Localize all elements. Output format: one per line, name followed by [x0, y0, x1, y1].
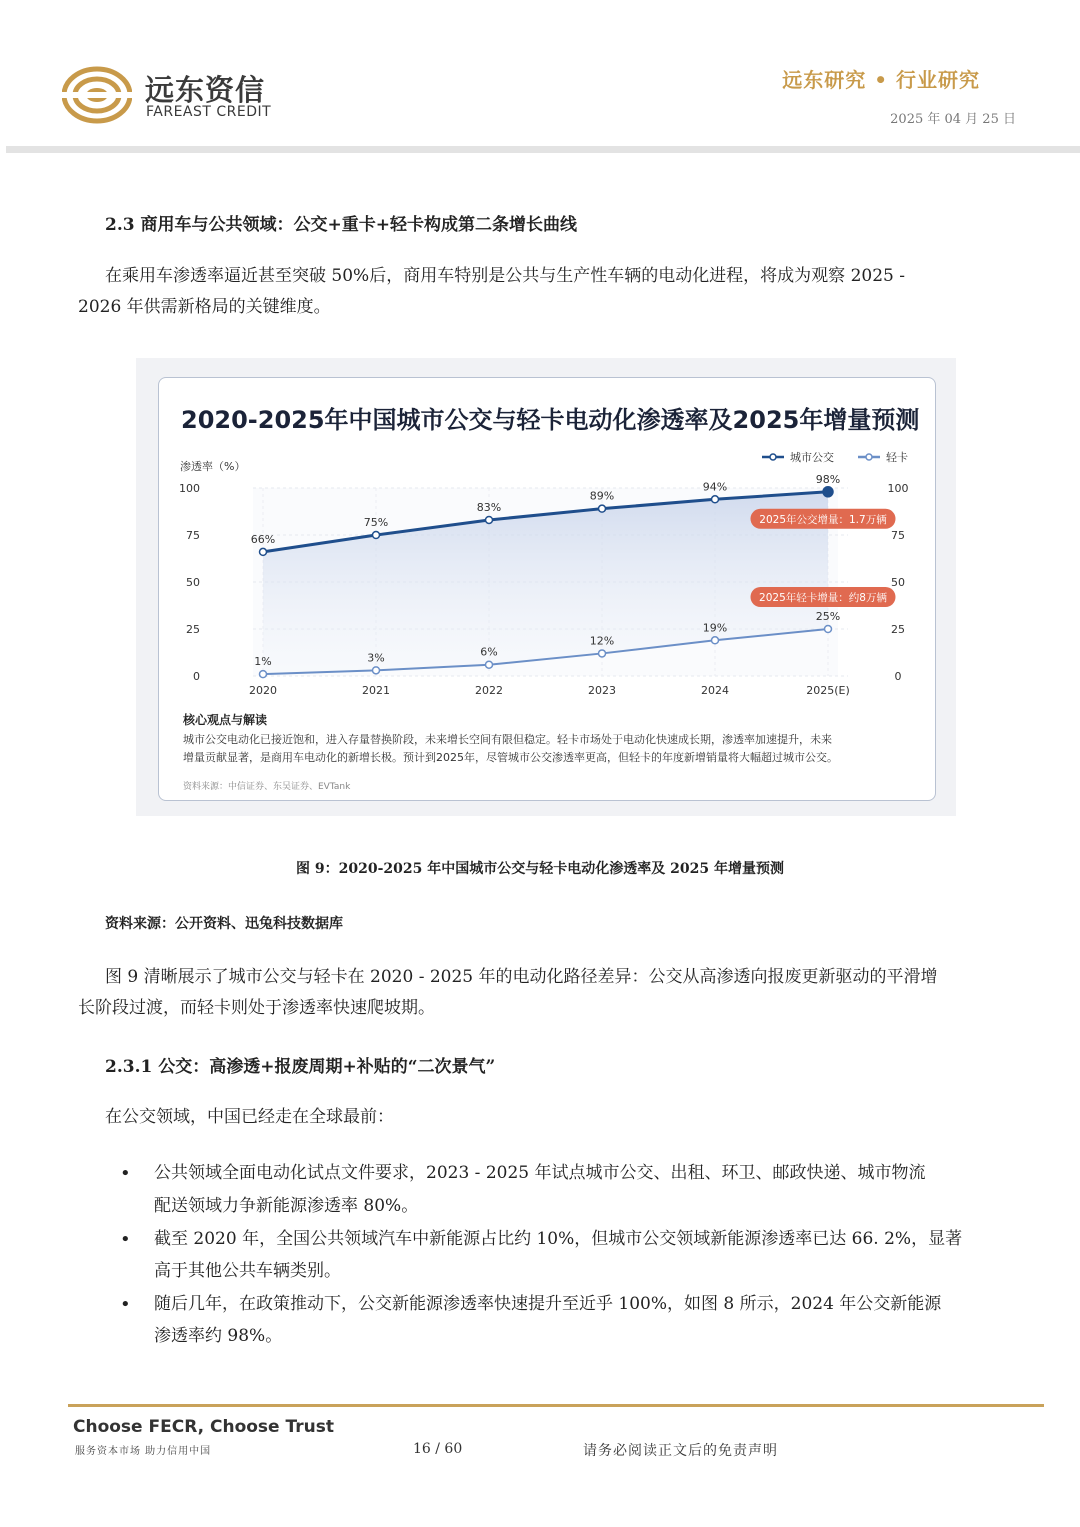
paragraph-line: 在公交领域，中国已经走在全球最前：	[105, 1107, 394, 1127]
data-point	[486, 661, 493, 668]
data-point	[823, 487, 833, 497]
bullet-line: 高于其他公共车辆类别。	[154, 1261, 341, 1281]
data-point	[712, 496, 719, 503]
y-tick-label-left: 50	[186, 576, 200, 589]
data-label: 66%	[250, 532, 276, 546]
y-tick-label-right: 100	[887, 482, 909, 495]
y-tick-label-right: 0	[894, 670, 902, 683]
header-date: 2025 年 04 月 25 日	[890, 112, 1016, 127]
data-point	[486, 516, 493, 523]
brand-name: 远东资信	[145, 73, 266, 107]
y-tick-label-right: 75	[891, 529, 905, 542]
annotation-text: 2025年轻卡增量：约8万辆	[759, 592, 887, 604]
y-tick-label-left: 100	[179, 482, 200, 495]
data-label: 94%	[702, 480, 728, 494]
x-tick-label: 2024	[701, 684, 729, 697]
line-chart	[158, 445, 934, 705]
data-label: 12%	[589, 634, 615, 648]
brand-name-english: FAREAST CREDIT	[146, 104, 272, 120]
bullet-line: 配送领域力争新能源渗透率 80%。	[154, 1196, 419, 1216]
footer-slogan: Choose FECR, Choose Trust	[73, 1417, 334, 1437]
paragraph-line: 图 9 清晰展示了城市公交与轻卡在 2020 - 2025 年的电动化路径差异：公交从高渗透向报废更新驱动的平滑增	[105, 967, 938, 987]
data-point	[373, 667, 380, 674]
fareast-logo-icon	[62, 66, 132, 124]
data-label: 98%	[815, 472, 841, 486]
data-label: 19%	[702, 621, 728, 635]
y-axis-label: 渗透率（%）	[180, 460, 246, 473]
bullet-line: 截至 2020 年，全国公共领域汽车中新能源占比约 10%，但城市公交领域新能源渗透率已达 66. 2%，显著	[154, 1229, 963, 1249]
paragraph-line: 长阶段过渡，而轻卡则处于渗透率快速爬坡期。	[78, 998, 435, 1018]
bullet-line: 渗透率约 98%。	[154, 1326, 283, 1346]
data-label: 6%	[480, 645, 498, 659]
insight-text	[183, 731, 913, 767]
bullet-line: 随后几年，在政策推动下，公交新能源渗透率快速提升至近乎 100%，如图 8 所示，2024 年公交新能源	[154, 1294, 942, 1314]
annotation-text: 2025年公交增量：1.7万辆	[759, 513, 887, 526]
y-tick-label-right: 25	[891, 623, 905, 636]
data-point	[599, 505, 606, 512]
x-tick-label: 2025(E)	[806, 684, 850, 697]
data-label: 25%	[815, 610, 841, 623]
data-point	[825, 626, 832, 633]
data-label: 83%	[476, 500, 502, 514]
y-tick-label-left: 0	[193, 670, 200, 683]
data-label: 89%	[589, 489, 615, 503]
data-point	[712, 637, 719, 644]
legend-label: 城市公交	[790, 451, 834, 464]
section-heading: 2.3 商用车与公共领域：公交+重卡+轻卡构成第二条增长曲线	[105, 215, 577, 235]
legend-marker	[866, 454, 872, 460]
header-section-title: 远东研究 • 行业研究	[782, 68, 980, 92]
legend-label: 轻卡	[886, 451, 908, 464]
data-label: 3%	[367, 651, 385, 665]
source-note: 资料来源：公开资料、迅兔科技数据库	[105, 916, 343, 932]
bullet-icon: •	[120, 1229, 131, 1250]
chart-source: 资料来源：中信证券、东吴证券、EVTank	[183, 782, 351, 792]
bullet-icon: •	[120, 1163, 131, 1184]
page-number: 16 / 60	[413, 1441, 463, 1457]
footer-subtitle: 服务资本市场 助力信用中国	[75, 1446, 212, 1457]
insight-title: 核心观点与解读	[183, 713, 268, 727]
header-divider	[6, 146, 1080, 153]
bullet-icon: •	[120, 1294, 131, 1315]
legend-marker	[770, 454, 776, 460]
y-tick-label-right: 50	[891, 576, 905, 589]
footer-divider	[68, 1404, 1044, 1407]
x-tick-label: 2021	[362, 684, 390, 697]
figure-caption: 图 9：2020-2025 年中国城市公交与轻卡电动化渗透率及 2025 年增量预测	[296, 861, 784, 877]
insight-line: 城市公交电动化已接近饱和，进入存量替换阶段，未来增长空间有限但稳定。轻卡市场处于电动化快速成长期，渗透率加速提升，未来	[183, 733, 832, 746]
insight-line: 增量贡献显著，是商用车电动化的新增长极。预计到2025年，尽管城市公交渗透率更高，但轻卡的年度新增销量将大幅超过城市公交。	[183, 751, 838, 764]
data-point	[260, 671, 267, 678]
data-point	[373, 532, 380, 539]
subsection-heading: 2.3.1 公交：高渗透+报废周期+补贴的“二次景气”	[105, 1057, 496, 1077]
data-label: 1%	[254, 655, 272, 669]
y-tick-label-left: 25	[186, 623, 200, 636]
footer-disclaimer: 请务必阅读正文后的免责声明	[583, 1443, 778, 1459]
chart-title: 2020-2025年中国城市公交与轻卡电动化渗透率及2025年增量预测	[181, 406, 920, 434]
paragraph-line: 2026 年供需新格局的关键维度。	[78, 297, 331, 317]
x-tick-label: 2022	[475, 684, 503, 697]
data-point	[599, 650, 606, 657]
bullet-line: 公共领域全面电动化试点文件要求，2023 - 2025 年试点城市公交、出租、环卫、邮政快递、城市物流	[154, 1163, 926, 1183]
x-tick-label: 2023	[588, 684, 616, 697]
x-tick-label: 2020	[249, 684, 277, 697]
paragraph-line: 在乘用车渗透率逼近甚至突破 50%后，商用车特别是公共与生产性车辆的电动化进程，将成为观察 2025 -	[105, 266, 906, 286]
y-tick-label-left: 75	[186, 529, 200, 542]
data-label: 75%	[363, 516, 389, 529]
data-point	[260, 548, 267, 555]
